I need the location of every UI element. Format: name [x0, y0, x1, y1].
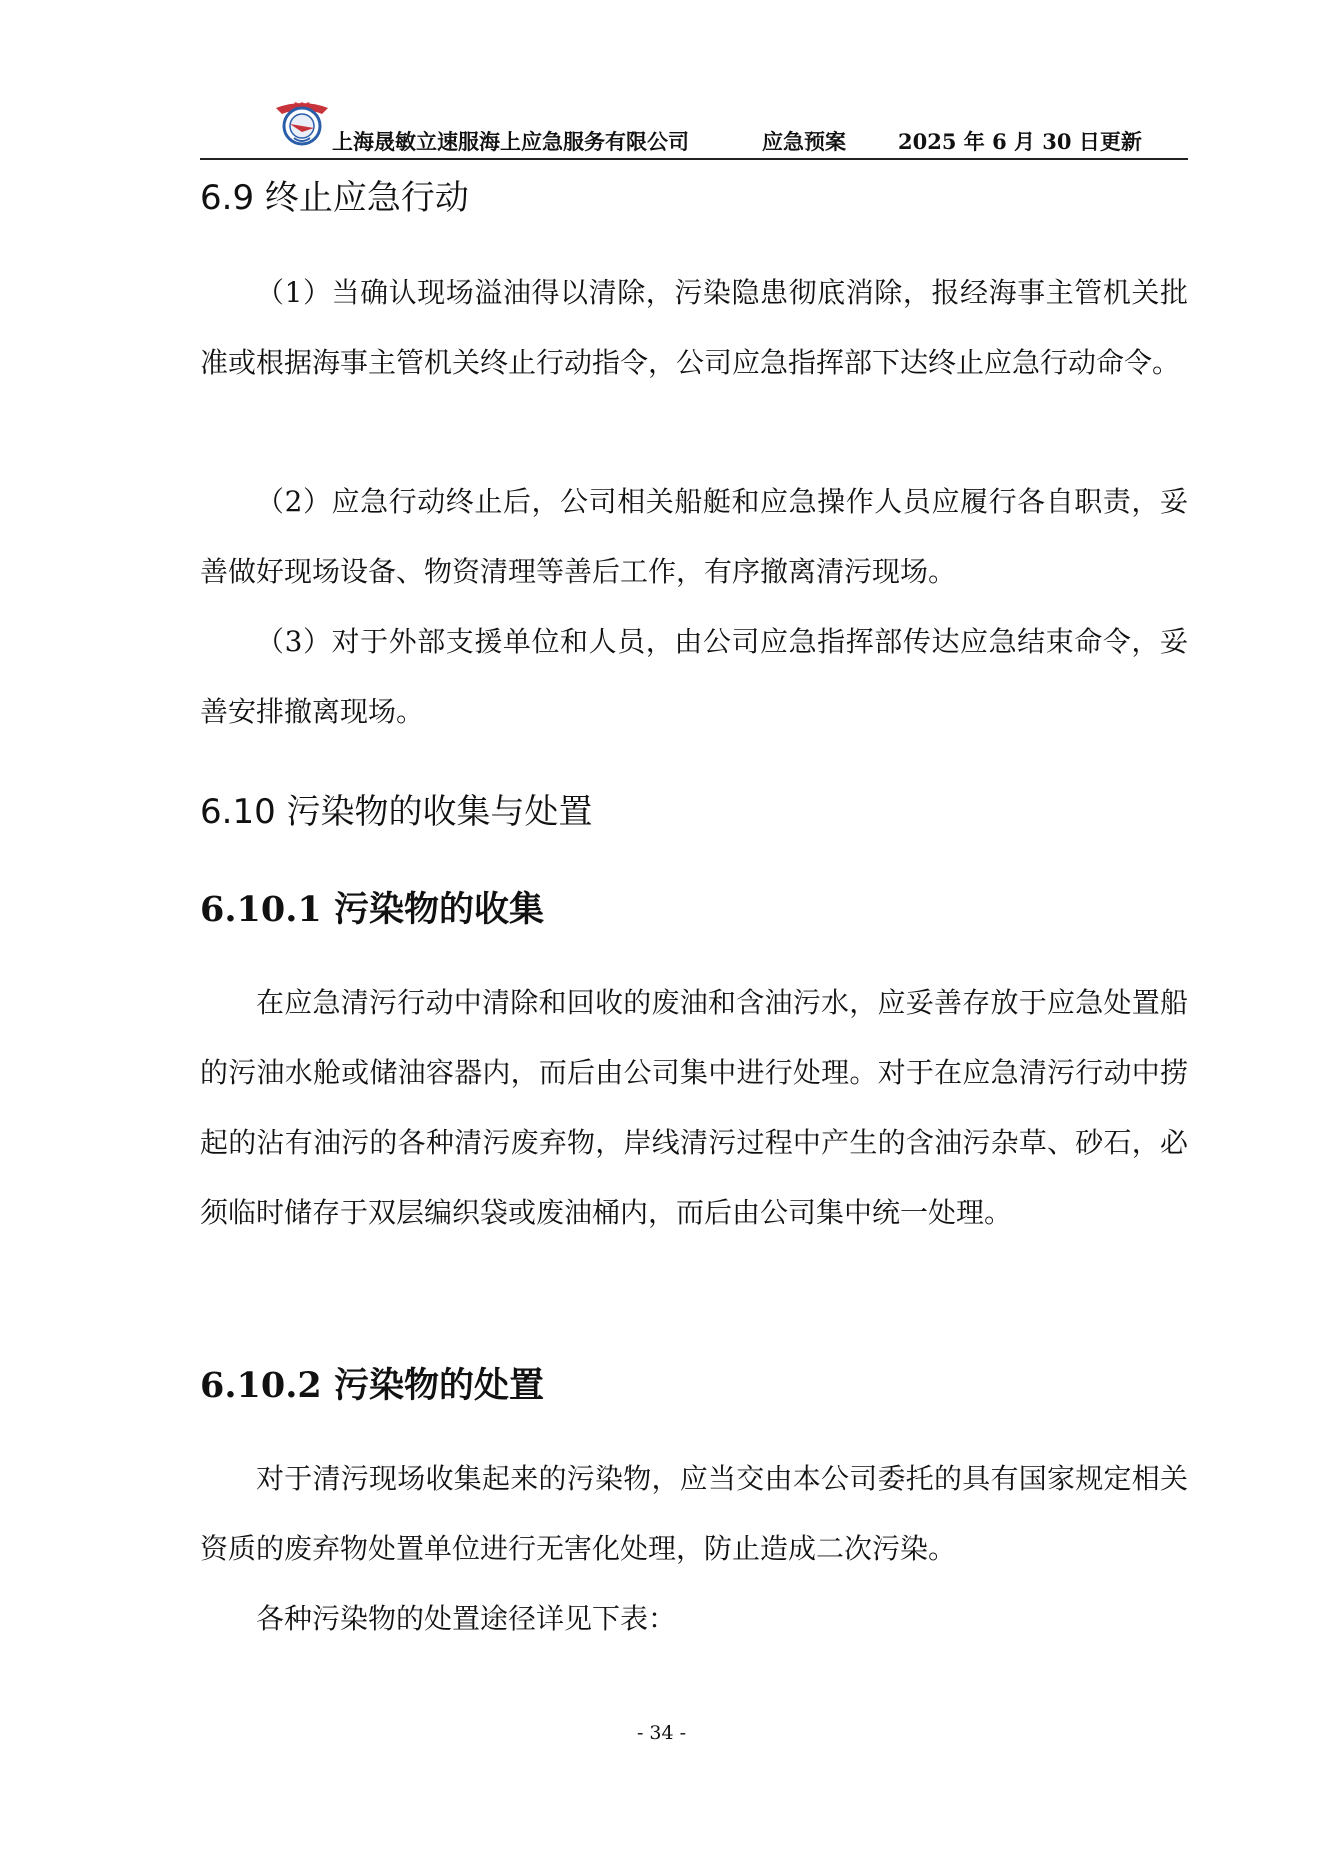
heading-6-10-2: 6.10.2 污染物的处置	[200, 1365, 544, 1406]
paragraph-6-10-2-table-ref: 各种污染物的处置途径详见下表：	[256, 1602, 677, 1635]
heading-6-10: 6.10 污染物的收集与处置	[200, 792, 593, 832]
paragraph-6-9-item-2: （2）应急行动终止后，公司相关船艇和应急操作人员应履行各自职责，妥善做好现场设备、物资清理等善后工作，有序撤离清污现场。	[200, 485, 1188, 588]
header-document-type: 应急预案	[762, 129, 846, 154]
heading-6-9: 6.9 终止应急行动	[200, 178, 469, 218]
heading-6-10-1: 6.10.1 污染物的收集	[200, 889, 544, 930]
paragraph-6-10-2: 对于清污现场收集起来的污染物，应当交由本公司委托的具有国家规定相关资质的废弃物处置单位进行无害化处理，防止造成二次污染。	[200, 1462, 1188, 1565]
header-update-date: 2025 年 6 月 30 日更新	[898, 129, 1142, 154]
paragraph-6-9-item-3: （3）对于外部支援单位和人员，由公司应急指挥部传达应急结束命令，妥善安排撤离现场。	[200, 625, 1188, 728]
company-logo-icon	[272, 94, 332, 150]
page-header	[200, 88, 1188, 160]
page-number: - 34 -	[636, 1722, 687, 1744]
paragraph-6-9-item-1: （1）当确认现场溢油得以清除，污染隐患彻底消除，报经海事主管机关批准或根据海事主管机关终止行动指令，公司应急指挥部下达终止应急行动命令。	[200, 276, 1188, 379]
header-company-name: 上海晟敏立速服海上应急服务有限公司	[332, 129, 689, 154]
svg-text:★ ★ ★: ★ ★ ★	[293, 101, 311, 107]
paragraph-6-10-1: 在应急清污行动中清除和回收的废油和含油污水，应妥善存放于应急处置船的污油水舱或储油容器内，而后由公司集中进行处理。对于在应急清污行动中捞起的沾有油污的各种清污废弃物，岸线清污过程中产生的含油污杂草、砂石，必须临时储存于双层编织袋或废油桶内，而后由公司集中统一处理。	[200, 986, 1188, 1229]
header-text	[332, 126, 1142, 156]
